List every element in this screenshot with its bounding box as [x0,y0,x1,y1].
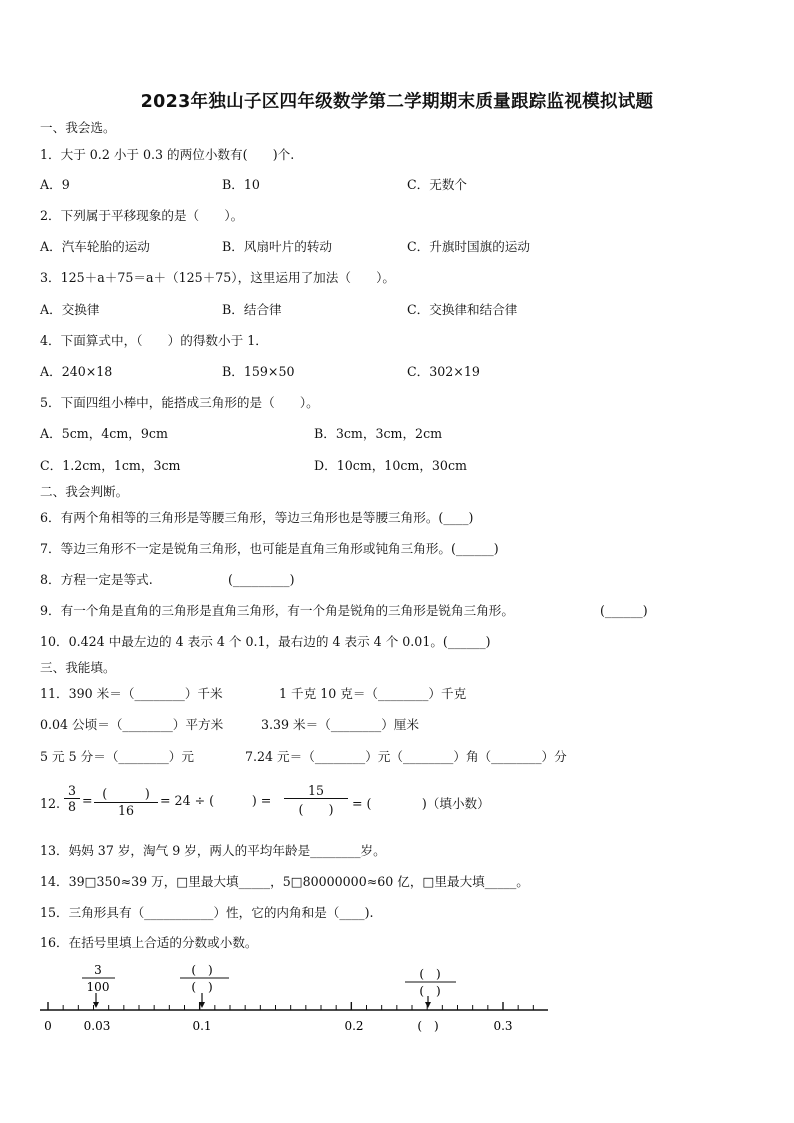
question-2-option-c[interactable]: C．升旗时国旗的运动 [407,239,530,254]
question-1-option-c[interactable]: C．无数个 [407,177,468,192]
question-7: 7．等边三角形不一定是锐角三角形，也可能是直角三角形或钝角三角形。(______) [40,541,499,556]
question-12-equals-1: = [82,793,93,808]
tick-label-0-1: 0.1 [192,1019,212,1033]
marker-1-fraction-numerator: 3 [94,963,102,977]
number-line-ticks [48,1002,533,1010]
question-1-option-a[interactable]: A．9 [40,177,70,192]
question-5-option-a[interactable]: A．5cm，4cm，9cm [40,426,168,441]
question-10: 10．0.424 中最左边的 4 表示 4 个 0.1，最右边的 4 表示 4 个 0.01。(______) [40,634,491,649]
question-11-b: 1 千克 10 克＝（________）千克 [279,686,467,701]
fraction-2-denominator: 16 [94,802,158,818]
fraction-2-numerator-blank[interactable]: ( ) [102,786,150,801]
marker-3-arrowhead [425,1002,431,1008]
tick-label-0-2: 0.2 [344,1019,364,1033]
tick-label-blank[interactable]: ( ) [417,1019,439,1033]
question-5-option-d[interactable]: D．10cm，10cm，30cm [314,458,467,473]
question-9-answer-blank[interactable]: (______) [600,603,648,618]
question-12-fraction-3[interactable] [284,783,348,818]
question-2-stem: 2．下列属于平移现象的是（ ）。 [40,208,244,223]
section-heading-2: 二、我会判断。 [40,484,129,499]
question-11-f: 7.24 元＝（________）元（________）角（________）分 [245,749,567,764]
question-4-stem: 4．下面算式中，（ ）的得数小于 1． [40,333,268,348]
question-13: 13．妈妈 37 岁，淘气 9 岁，两人的平均年龄是________岁。 [40,843,386,858]
question-5-option-b[interactable]: B．3cm，3cm，2cm [314,426,443,441]
question-14: 14．39□350≈39 万，□里最大填_____，5□80000000≈60 亿，□里最大填_____。 [40,874,529,889]
question-8-text: 8．方程一定是等式. [40,572,153,587]
question-8-answer-blank[interactable]: (_________) [228,572,295,587]
question-3-option-b[interactable]: B．结合律 [222,302,282,317]
fraction-1-denominator: 8 [64,798,80,814]
question-2-option-b[interactable]: B．风扇叶片的转动 [222,239,333,254]
question-3-option-c[interactable]: C．交换律和结合律 [407,302,518,317]
question-11-a: 11．390 米＝（________）千米 [40,686,223,701]
question-4-option-c[interactable]: C．302×19 [407,364,480,379]
marker-2-denominator-blank[interactable]: ( ) [191,980,213,994]
marker-3-denominator-blank[interactable]: ( ) [419,984,441,998]
question-11-e: 5 元 5 分＝（________）元 [40,749,194,764]
marker-1-fraction-denominator: 100 [86,980,110,994]
marker-2-numerator-blank[interactable]: ( ) [191,963,213,977]
question-1-option-b[interactable]: B．10 [222,177,260,192]
question-6: 6．有两个角相等的三角形是等腰三角形，等边三角形也是等腰三角形。(____) [40,510,474,525]
question-15: 15．三角形具有（___________）性，它的内角和是（____). [40,905,374,920]
question-3-stem: 3．125＋a＋75＝a＋（125＋75），这里运用了加法（ ）。 [40,270,396,285]
question-5-option-c[interactable]: C．1.2cm，1cm，3cm [40,458,181,473]
question-1-stem: 1．大于 0.2 小于 0.3 的两位小数有( )个. [40,147,295,162]
question-12-number: 12. [40,796,61,811]
fraction-1-numerator: 3 [67,783,76,798]
page-title: 2023年独山子区四年级数学第二学期期末质量跟踪监视模拟试题 [140,92,654,112]
fraction-3-denominator-blank[interactable]: ( ) [284,798,348,818]
question-9-text: 9．有一个角是直角的三角形是直角三角形，有一个角是锐角的三角形是锐角三角形。 [40,603,514,618]
question-5-stem: 5．下面四组小棒中，能搭成三角形的是（ ）。 [40,395,319,410]
question-12-fraction-1 [64,783,80,814]
marker-3-numerator-blank[interactable]: ( ) [419,967,441,981]
tick-label-0-03: 0.03 [83,1019,111,1033]
question-4-option-a[interactable]: A．240×18 [40,364,113,379]
question-12-decimal-blank: = ( )（填小数） [352,796,490,811]
question-3-option-a[interactable]: A．交换律 [40,302,100,317]
number-line [0,958,794,1048]
question-12-fraction-2[interactable] [94,783,158,818]
question-11-c: 0.04 公顷＝（________）平方米 [40,717,224,732]
section-heading-3: 三、我能填。 [40,660,116,675]
question-16: 16．在括号里填上合适的分数或小数。 [40,935,258,950]
question-2-option-a[interactable]: A．汽车轮胎的运动 [40,239,150,254]
section-heading-1: 一、我会选。 [40,120,116,135]
question-11-d: 3.39 米＝（________）厘米 [261,717,419,732]
tick-label-0: 0 [44,1019,52,1033]
fraction-3-numerator: 15 [307,783,325,798]
tick-label-0-3: 0.3 [493,1019,513,1033]
question-12-division: = 24 ÷ ( ) = [160,793,272,808]
question-4-option-b[interactable]: B．159×50 [222,364,295,379]
